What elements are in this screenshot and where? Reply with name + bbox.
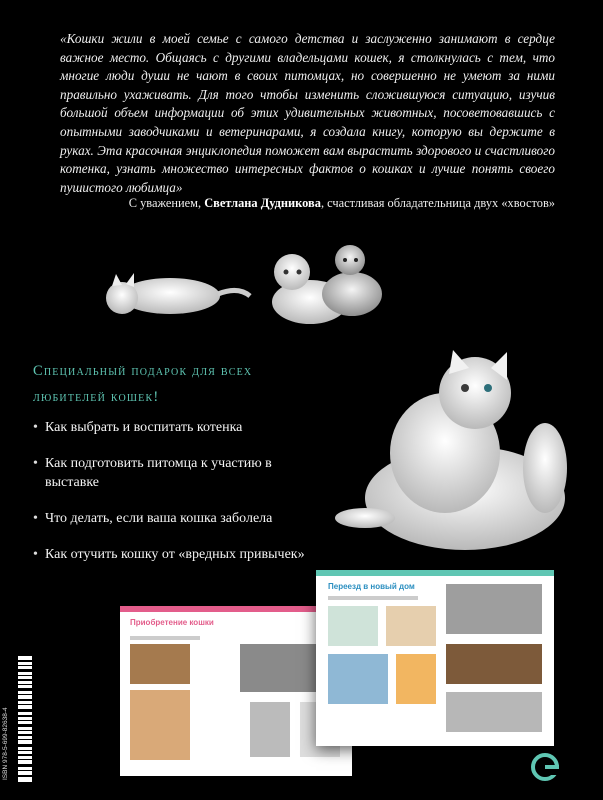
publisher-logo-icon [530, 752, 560, 782]
gift-title-line2: любителей кошек! [33, 389, 160, 405]
spread-right-title: Переезд в новый дом [328, 582, 415, 591]
list-item: • Как подготовить питомца к участию в выставке [33, 454, 323, 492]
author-quote: «Кошки жили в моей семье с самого детства и заслуженно занимают в сердце важное место. Общаясь с другими владельцами кошек, я столкнулась с тем, что многие люди души не чают в своих питомцах, но совершенно не умеют за ними правильно ухаживать. Для того чтобы изменить сложившуюся ситуацию, изучив большой объем информации об этих удивительных животных, посоветовавшись с опытными заводчиками и ветеринарами, я создала книгу, которую вы держите в руках. Эта красочная энциклопедия поможет вам вырастить здорового и счастливого котенка, узнать множество интересных фактов о кошках и лучше понять своего пушистого любимца» [60, 31, 555, 195]
spread-left-title: Приобретение кошки [130, 618, 214, 627]
signature-name: Светлана Дудникова [204, 196, 321, 210]
book-spread-right [316, 570, 554, 746]
signature-prefix: С уважением, [128, 196, 205, 210]
barcode [18, 656, 32, 782]
kittens-photo [90, 240, 400, 330]
white-cat-photo [325, 348, 575, 563]
gift-title [33, 358, 333, 410]
signature [60, 196, 555, 211]
list-item: • Как отучить кошку от «вредных привычек» [33, 545, 323, 564]
isbn-text: ISBN 978-5-699-82638-4 [2, 707, 9, 780]
feature-list [33, 418, 323, 581]
list-item: • Что делать, если ваша кошка заболела [33, 509, 323, 528]
isbn-label [2, 660, 16, 780]
gift-title-line1: Специальный подарок для всех [33, 363, 253, 379]
signature-suffix: , счастливая обладательница двух «хвостов» [320, 196, 555, 210]
list-item: • Как выбрать и воспитать котенка [33, 418, 323, 437]
